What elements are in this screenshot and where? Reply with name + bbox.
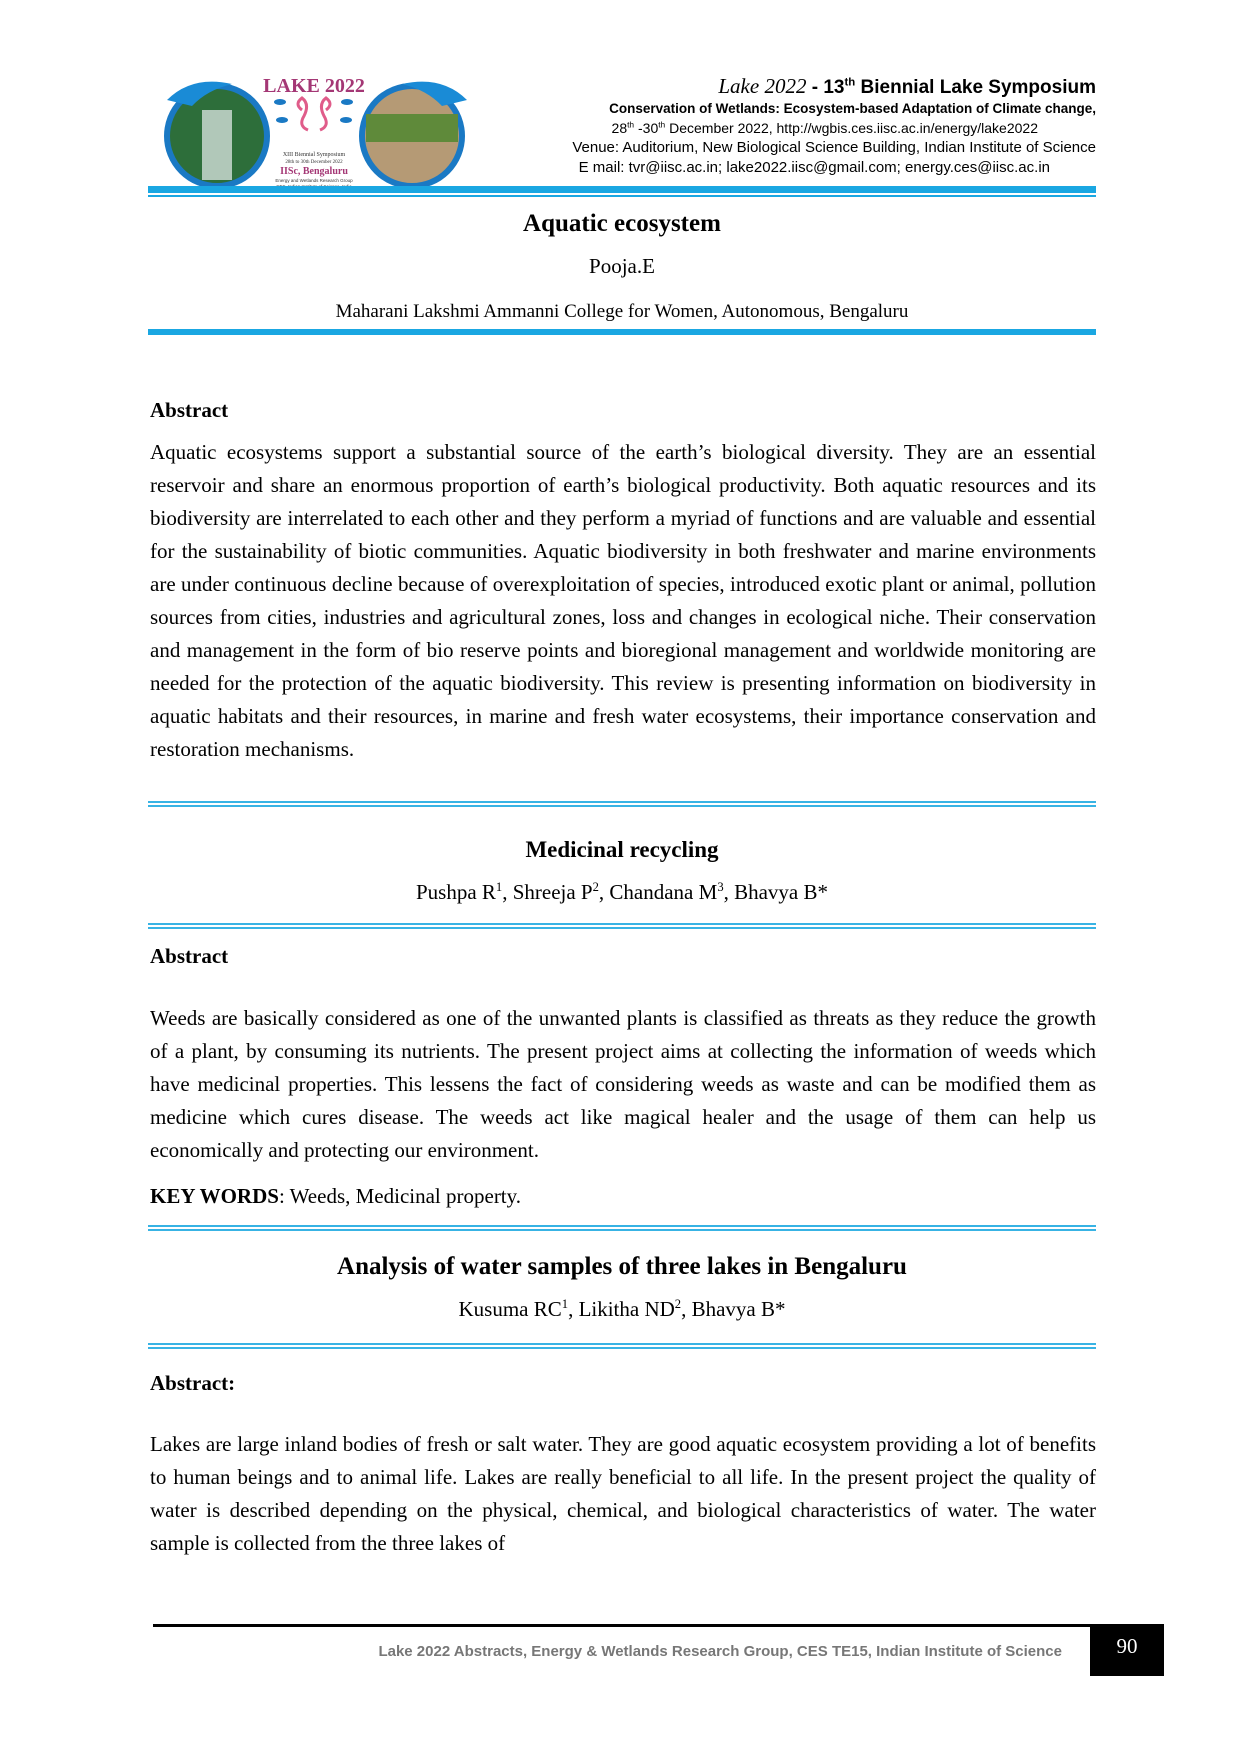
- article-affiliation: Maharani Lakshmi Ammanni College for Women, Autonomous, Bengaluru: [335, 301, 909, 322]
- abstract-text: Aquatic ecosystems support a substantial source of the earth’s biological diversity. They are an essential reservoir and share an enormous proportion of earth’s biological productivity. Both aquatic resources and its biodiversity are interrelated to each other and they perform a myriad of functions and are valuable and essential for the sustainability of biotic communities. Aquatic biodiversity in both freshwater and marine environments are under continuous decline because of overexploitation of species, introduced exotic plant or animal, pollution sources from cities, industries and agricultural zones, loss and changes in ecological niche. Their conservation and management in the form of bio reserve points and bioregional management and worldwide monitoring are needed for the protection of the aquatic biodiversity. This review is presenting information on biodiversity in aquatic habitats and their resources, in marine and fresh water ecosystems, their importance conservation and restoration mechanisms.: [150, 440, 1096, 761]
- svg-text:IISc, Bengaluru: IISc, Bengaluru: [280, 166, 348, 177]
- abstract-heading: Abstract: [150, 398, 229, 422]
- svg-text:XIII Biennial Symposium: XIII Biennial Symposium: [282, 152, 346, 158]
- header-rule: [148, 186, 1096, 193]
- header-rule-thin: [148, 195, 1096, 197]
- article-authors: Pushpa $R^1$, Shreeja $P^2$, Chandana $M^3$, Bhavya B*: [415, 880, 829, 904]
- page-header: [148, 64, 1096, 194]
- symposium-dates: 28th -30th December 2022, http://wgbis.ces.iisc.ac.in/energy/lake2022: [611, 119, 1038, 136]
- symposium-title: Lake 2022 - 13th Biennial Lake Symposium: [718, 74, 1096, 98]
- article-title: Aquatic ecosystem: [523, 210, 721, 237]
- svg-text:Energy and Wetlands Research G: Energy and Wetlands Research Group: [275, 178, 353, 183]
- symposium-email: E mail: tvr@iisc.ac.in; lake2022.iisc@gmail.com; energy.ces@iisc.ac.in: [578, 159, 1050, 176]
- footer-rule: [153, 1624, 1090, 1627]
- abstract-text: Weeds are basically considered as one of the unwanted plants is classified as threats as they reduce the growth of a plant, by consuming its nutrients. The present project aims at collecting the information of weeds which have medicinal properties. This lessens the fact of considering weeds as waste and can be modified them as medicine which cures disease. The weeds act like magical healer and the usage of them can help us economically and protecting our environment.: [150, 1006, 1096, 1162]
- article-title: Analysis of water samples of three lakes in Bengaluru: [337, 1253, 907, 1280]
- section-divider: [148, 1343, 1096, 1349]
- article-title: Medicinal recycling: [525, 837, 719, 862]
- abstract-heading: Abstract: [150, 944, 229, 968]
- section-divider: [148, 923, 1096, 929]
- page-number: 90: [1090, 1624, 1164, 1676]
- keywords: KEY WORDS: Weeds, Medicinal property.: [150, 1184, 522, 1208]
- abstract-heading: Abstract:: [150, 1371, 236, 1395]
- section-rule: [148, 329, 1096, 335]
- footer-text: Lake 2022 Abstracts, Energy & Wetlands Research Group, CES TE15, Indian Institute of Science: [378, 1643, 1062, 1660]
- svg-text:28th to 30th December 2022: 28th to 30th December 2022: [285, 160, 343, 165]
- lake-2022-logo: [162, 70, 472, 198]
- article-authors: Kusuma $RC^1$, Likitha $ND^2$, Bhavya B*: [458, 1297, 786, 1321]
- section-divider: [148, 801, 1096, 807]
- logo-title: LAKE 2022: [263, 75, 365, 97]
- section-divider: [148, 1225, 1096, 1231]
- symposium-venue: Venue: Auditorium, New Biological Science Building, Indian Institute of Science: [572, 139, 1096, 156]
- symposium-info: [468, 74, 1096, 178]
- article-author: Pooja.E: [589, 254, 655, 278]
- symposium-theme: Conservation of Wetlands: Ecosystem-based Adaptation of Climate change,: [609, 101, 1096, 116]
- abstract-text: Lakes are large inland bodies of fresh or salt water. They are good aquatic ecosystem providing a lot of benefits to human beings and to animal life. Lakes are really beneficial to all life. In the present project the quality of water is described depending on the physical, chemical, and biological characteristics of water. The water sample is collected from the three lakes of: [150, 1432, 1096, 1555]
